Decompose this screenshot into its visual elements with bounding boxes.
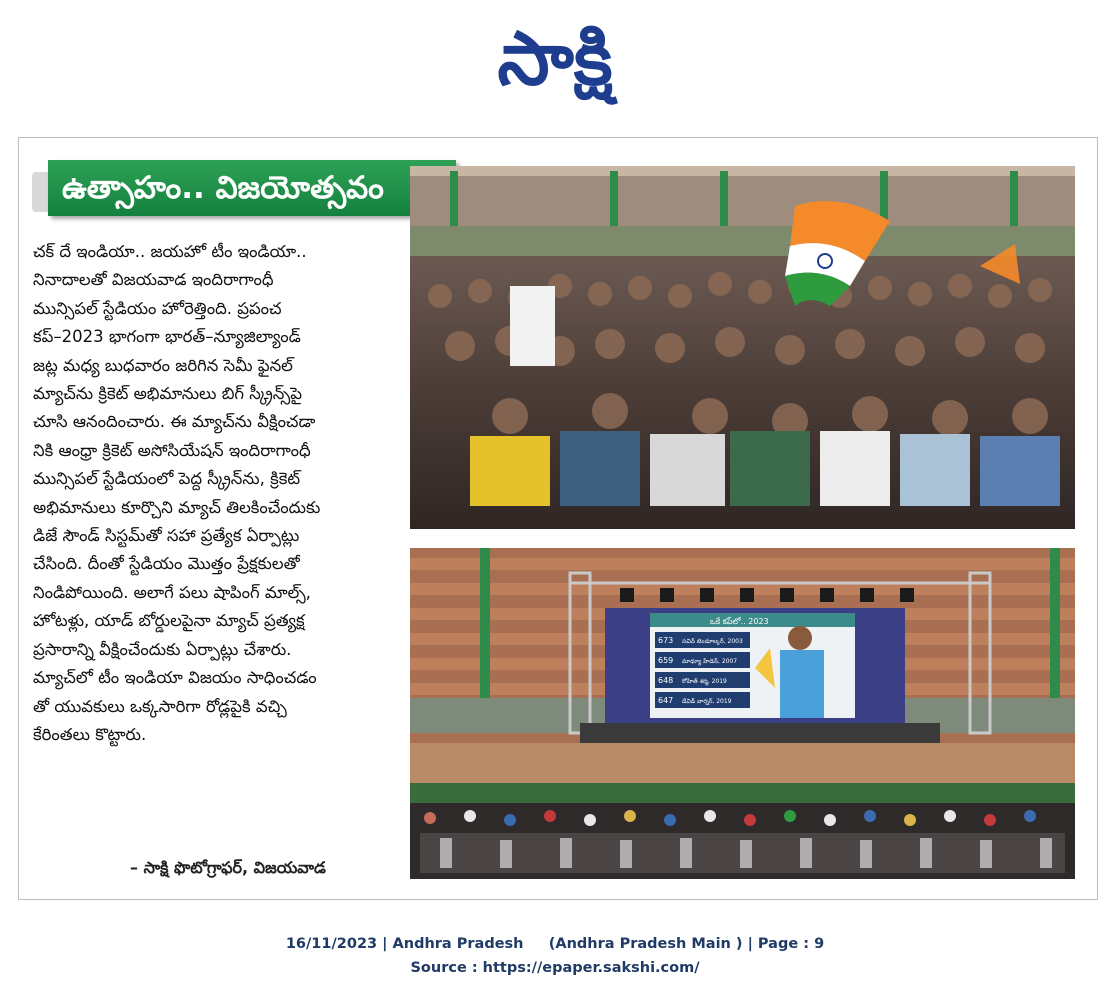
logo-text: సాక్షి <box>497 16 613 102</box>
stadium-screen-photo <box>410 548 1075 879</box>
crowd-photo <box>410 166 1075 529</box>
body-line: మ్యాచ్‌ను క్రికెట్ అభిమానులు బిగ్ స్క్రీన్స్‌పై <box>33 384 302 404</box>
footer-source-line: Source : https://epaper.sakshi.com/ <box>410 960 700 976</box>
body-line: చూసి ఆనందించారు. ఈ మ్యాచ్‌ను వీక్షించడా <box>33 412 316 432</box>
body-line: హోటళ్లు, యాడ్ బోర్డులపైనా మ్యాచ్ ప్రత్యక్ష <box>33 611 305 631</box>
screen-header: ఒకే కప్‌లో.. 2023 <box>710 617 769 626</box>
stat-label: సచిన్ టెండూల్కర్, 2003 <box>682 638 743 645</box>
body-line: కప్–2023 భాగంగా భారత్–న్యూజిల్యాండ్ <box>33 327 301 347</box>
stadium-screen-photo-icon <box>410 548 1075 879</box>
stat-num: 647 <box>658 696 674 705</box>
body-line: మున్సిపల్ స్టేడియంలో పెద్ద స్క్రీన్‌ను, క్రికెట్ <box>33 469 301 489</box>
body-line: ప్రసారాన్ని వీక్షించేందుకు ఏర్పాట్లు చేశారు. <box>33 639 292 659</box>
footer-date-line: 16/11/2023 | Andhra Pradesh (Andhra Pradesh Main ) | Page : 9 <box>285 936 825 952</box>
body-line: డిజే సౌండ్ సిస్టమ్‌తో సహా ప్రత్యేక ఏర్పాట్లు <box>33 526 300 546</box>
sakshi-logo <box>0 0 1110 130</box>
photo-credit: – సాక్షి ఫొటోగ్రాఫర్, విజయవాడ <box>130 858 326 877</box>
body-line: నిండిపోయింది. అలాగే పలు షాపింగ్ మాల్స్, <box>33 582 311 602</box>
body-line: తో యువకులు ఒక్కసారిగా రోడ్లపైకి వచ్చి <box>33 696 287 716</box>
article-headline: ఉత్సాహం.. విజయోత్సవం <box>48 160 456 216</box>
body-line: నినాదాలతో విజయవాడ ఇందిరాగాంధీ <box>33 270 274 290</box>
stat-num: 659 <box>658 656 674 665</box>
body-line: జట్ల మధ్య బుధవారం జరిగిన సెమీ ఫైనల్ <box>33 355 293 375</box>
body-line: చక్ దే ఇండియా.. జయహో టీం ఇండియా.. <box>33 242 307 261</box>
body-line: చేసింది. దీంతో స్టేడియం మొత్తం ప్రేక్షకులతో <box>33 554 300 574</box>
stat-label: మాథ్యూ హేడెన్, 2007 <box>682 658 738 665</box>
article-body <box>33 238 405 749</box>
masthead <box>0 0 1110 130</box>
body-line: మున్సిపల్ స్టేడియం హోరెత్తింది. ప్రపంచ <box>33 298 282 318</box>
stat-label: డేవిడ్ వార్నర్, 2019 <box>682 698 732 705</box>
body-line: నికి ఆంధ్రా క్రికెట్ అసోసియేషన్ ఇందిరాగాంధీ <box>33 440 311 460</box>
stat-num: 648 <box>658 676 674 685</box>
body-line: కేరింతలు కొట్టారు. <box>33 724 147 744</box>
body-line: మ్యాచ్‌లో టీం ఇండియా విజయం సాధించడం <box>33 668 317 688</box>
stat-num: 673 <box>658 636 674 645</box>
stat-label: రోహిత్ శర్మ, 2019 <box>682 678 727 685</box>
body-line: అభిమానులు కూర్చొని మ్యాచ్ తిలకించేందుకు <box>33 497 321 517</box>
crowd-photo-icon <box>410 166 1075 529</box>
